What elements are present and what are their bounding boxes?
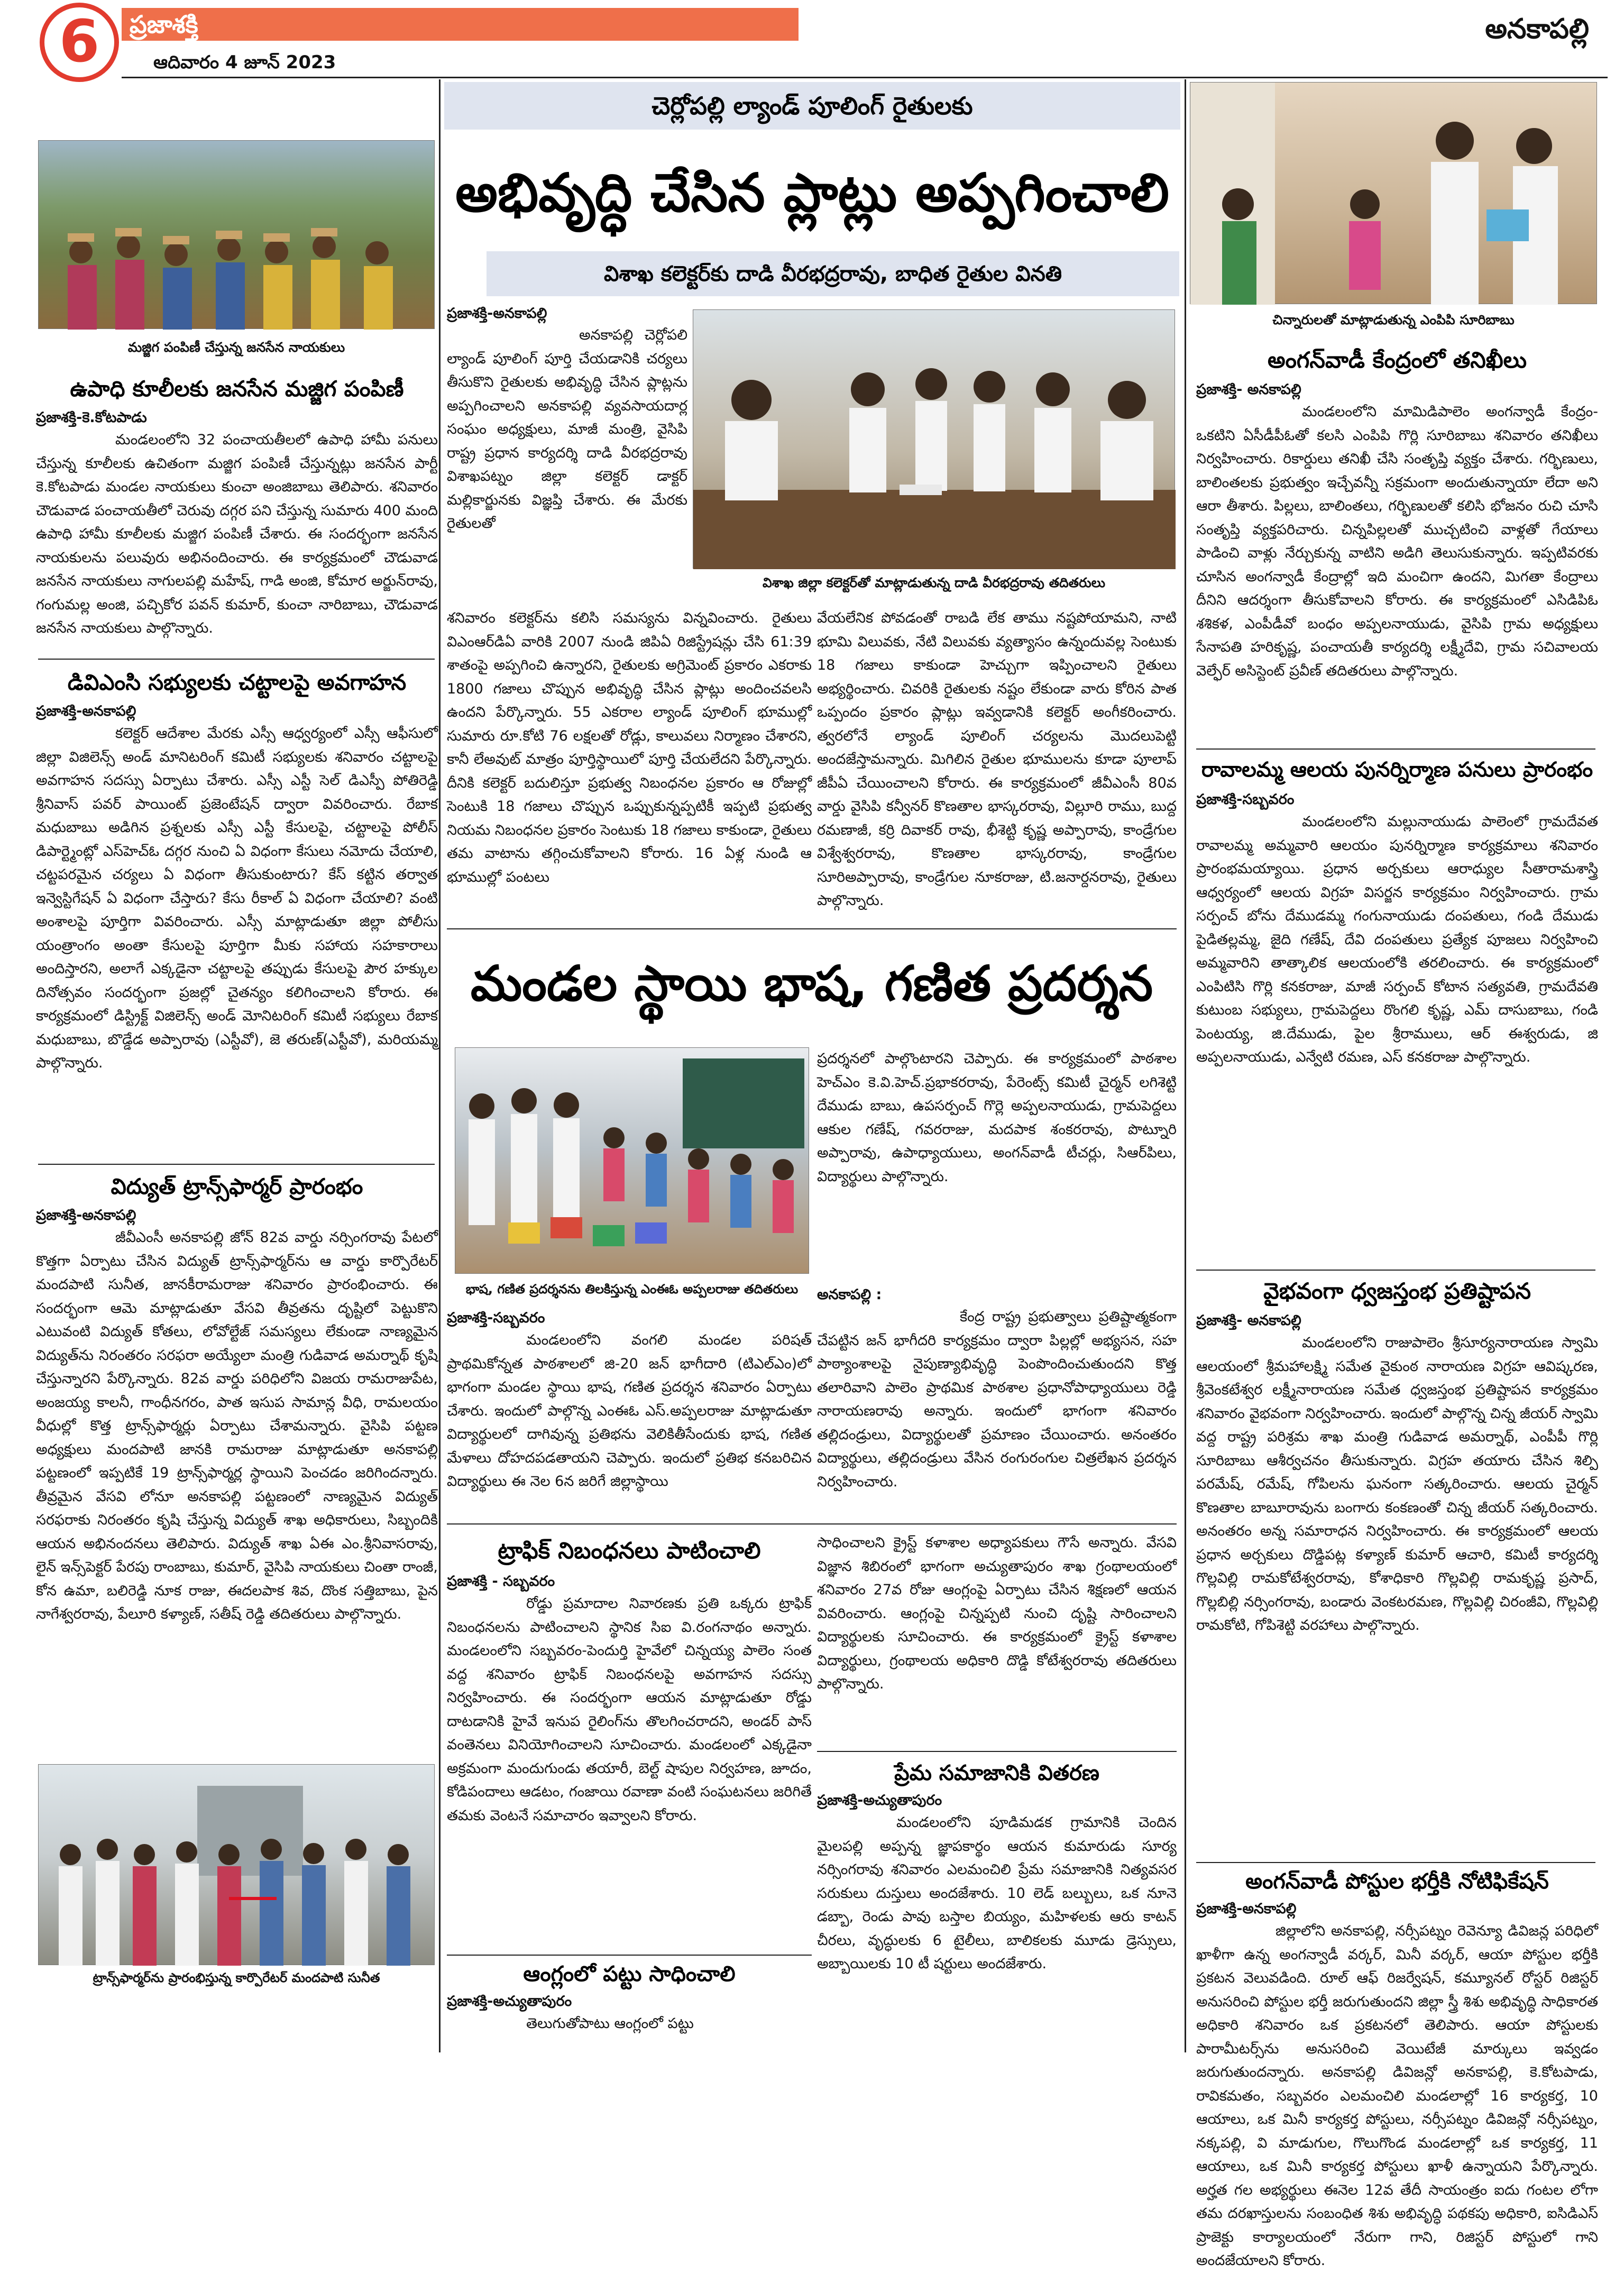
story-divider [447, 928, 1177, 929]
story-body: తెలుగుతోపాటు ఆంగ్లంలో పట్టు [526, 2015, 694, 2032]
story-headline: రావాలమ్మ ఆలయ పునర్నిర్మాణ పనులు ప్రారంభం [1201, 758, 1593, 782]
story-headline: ప్రేమ సమాజానికి వితరణ [894, 1761, 1099, 1785]
story-divider [1196, 748, 1595, 750]
photo-caption: ట్రాన్స్‌ఫార్మర్‌ను ప్రారంభిస్తున్న కార్పొరేటర్ మందపాటి సునీత [93, 1970, 380, 1985]
exhibition-photo-icon [455, 1048, 810, 1274]
exhibition-body-col1: మండలంలోని వంగలి మండల పరిషత్ ప్రాథమికోన్నత పాఠశాలలో జి-20 జన్ భాగీదారి (టిఎల్‌ఎం)లో భాగంగా మండల స్థాయి భాష, గణిత ప్రదర్శన శనివారం ఏర్పాటు చేశారు. ఇందులో పాల్గొన్న ఎంఈఓ ఎస్.అప్పలరాజు మాట్లాడుతూ విద్యార్థులలో దాగివున్న ప్రతిభను వెలికితీసేందుకు భాష, గణిత మేళాలు దోహదపడతాయని చెప్పారు. ఇందులో ప్రతిభ కనబరిచిన విద్యార్థులు ఈ నెల 6న జరిగే జిల్లాస్థాయి [447, 1332, 812, 1490]
story-headline: వైభవంగా ధ్వజస్తంభ ప్రతిష్టాపన [1263, 1278, 1531, 1304]
story-dateline: ప్రజాశక్తి-అనకాపల్లి [36, 1207, 136, 1224]
story-dateline: ప్రజాశక్తి - సబ్బవరం [447, 1573, 555, 1590]
story-dateline: ప్రజాశక్తి-అచ్యుతాపురం [817, 1792, 942, 1809]
story-dateline: ప్రజాశక్తి-అనకాపల్లి [447, 305, 547, 322]
story-dateline: ప్రజాశక్తి-సబ్బవరం [1196, 791, 1295, 808]
page-number: 6 [59, 7, 100, 75]
story-body: కలెక్టర్ ఆదేశాల మేరకు ఎస్సీ ఆధ్వర్యంలో ఎస్సీ ఆఫీసులో జిల్లా విజిలెన్స్ అండ్ మానిటరింగ్ కమిటీ సభ్యులకు శనివారం చట్టాలపై అవగాహన సదస్సు ఏర్పాటు చేశారు. ఎస్సీ ఎస్టీ సెల్ డిఎస్పీ పోతిరెడ్డి శ్రీనివాస్ పవర్ పాయింట్ ప్రజెంటేషన్ ద్వారా వివరించారు. రేబాక మధుబాబు అడిగిన ప్రశ్నలకు ఎస్సీ ఎస్టీ కేసులపై, చట్టాలపై పోలీస్ డిపార్ట్మెంట్లో ఎస్‌హెచ్‌ఓ దగ్గర నుంచి ఏ విధంగా కేసులు నమోదు చేయాలి, చట్టపరమైన చర్యలు ఏ విధంగా తీసుకుంటారు? కేస్ కట్టిన తర్వాత ఇన్వెస్టిగేషన్ ఏ విధంగా చేస్తారు? కేసు రీకాల్ ఏ విధంగా చేయాలి? వంటి అంశాలపై పూర్తిగా వివరించారు. ఎస్సీ మాట్లాడుతూ జిల్లా పోలీసు యంత్రాంగం అంతా కేసులపై పూర్తిగా మీకు సహాయ సహకారాలు అందిస్తారని, అలాగే ఎక్కడైనా చట్టాలపై తప్పుడు కేసులపై పౌర హక్కుల దినోత్సవం సందర్భంగా ప్రజల్లో చైతన్యం కలిగించాలని కోరారు. ఈ కార్యక్రమంలో డిస్ట్రిక్ట్ విజిలెన్స్ అండ్ మోనిటరింగ్ కమిటీ సభ్యులు రేబాక మధుబాబు, బొడ్డేడ అప్పారావు (ఎస్టీవో), జె తరుణ్(ఎస్టీవో), మరియమ్మ పాల్గొన్నారు. [36, 725, 438, 1071]
story-dateline: ప్రజాశక్తి- అనకాపల్లి [1196, 381, 1301, 398]
story-traffic-rules [447, 1531, 812, 1946]
story-dateline: ప్రజాశక్తి-సబ్బవరం [447, 1310, 545, 1326]
story-dateline: ప్రజాశక్తి-కె.కోటపాడు [36, 409, 147, 426]
story-headline: అంగన్‌వాడీ కేంద్రంలో తనిఖీలు [1268, 347, 1527, 373]
exhibition-headline: మండల స్థాయి భాష, గణిత ప్రదర్శన [470, 955, 1153, 1012]
group-photo-icon [39, 1765, 435, 1966]
main-headline: అభివృద్ధి చేసిన ప్లాట్లు అప్పగించాలి [455, 162, 1169, 224]
story-temple-reconstruction [1196, 751, 1598, 1281]
story-headline: డివిఎంసి సభ్యులకు చట్టాలపై అవగాహన [67, 670, 407, 695]
column-rule-right [1185, 79, 1186, 2052]
story-headline: ఆంగ్లంలో పట్టు సాధించాలి [523, 1962, 736, 1986]
story-divider [38, 1164, 435, 1165]
story-transformer [36, 1168, 438, 1791]
story-headline: ట్రాఫిక్ నిబంధనలు పాటించాలి [498, 1538, 761, 1564]
story-body: రోడ్డు ప్రమాదాల నివారణకు ప్రతి ఒక్కరు ట్రాఫిక్ నిబంధనలను పాటించాలని స్థానిక సిఐ వి.రంగనాథం అన్నారు. మండలంలోని సబ్బవరం-పెందుర్తి హైవేలో చిన్నయ్య పాలెం సంత వద్ద శనివారం ట్రాఫిక్ నిబంధనలపై అవగాహన సదస్సు నిర్వహించారు. ఈ సందర్భంగా ఆయన మాట్లాడుతూ రోడ్డు దాటడానికి హైవే ఇనుప రైలింగ్‌ను తొలగించరాదని, అండర్ పాస్ వంతెనలు వినియోగించాలని సూచించారు. మండలంలో ఎక్కడైనా అక్రమంగా మందుగుండు తయారీ, బెల్ట్ షాపుల నిర్వహణ, జూదం, కోడిపందాలు ఆడటం, గంజాయి రవాణా వంటి సంఘటనలు జరిగితే తమకు వెంటనే సమాచారం ఇవ్వాలని కోరారు. [447, 1595, 812, 1824]
story-headline: అంగన్‌వాడీ పోస్టుల భర్తీకి నోటిఫికేషన్ [1245, 1869, 1549, 1894]
photo-anganwadi-children [1190, 82, 1597, 304]
story-buttermilk [36, 370, 438, 664]
story-body: జిల్లాలోని అనకాపల్లి, నర్సీపట్నం రెవెన్యూ డివిజన్ల పరిధిలో ఖాళీగా ఉన్న అంగన్వాడీ వర్కర్, మినీ వర్కర్, ఆయా పోస్టుల భర్తీకి ప్రకటన వెలువడింది. రూల్ ఆఫ్ రిజర్వేషన్, కమ్యూనల్ రోస్టర్ రిజిస్టర్ అనుసరించి పోస్టుల భర్తీ జరుగుతుందని జిల్లా స్త్రీ శిశు అభివృద్ధి సాధికారత అధికారి శనివారం ఒక ప్రకటనలో తెలిపారు. ఆయా పోస్టులకు పారామీటర్స్‌ను అనుసరించి వెయిటేజీ మార్కులు ఇవ్వడం జరుగుతుందన్నారు. అనకాపల్లి డివిజన్లో అనకాపల్లి, కె.కోటపాడు, రావికమతం, సబ్బవరం ఎలమంచిలి మండలాల్లో 16 కార్యకర్త, 10 ఆయాలు, ఒక మినీ కార్యకర్త పోస్టులు, నర్సీపట్నం డివిజన్లో నర్సీపట్నం, నక్కపల్లి, వి మాడుగుల, గొలుగొండ మండలాల్లో ఒక కార్యకర్త, 11 ఆయాలు, ఒక మినీ కార్యకర్త పోస్టులు ఖాళీ ఉన్నాయని పేర్కొన్నారు. అర్హత గల అభ్యర్థులు ఈనెల 12వ తేదీ సాయంత్రం ఐదు గంటల లోగా తమ దరఖాస్తులను సంబంధిత శిశు అభివృద్ధి పథకపు అధికారి, ఐసిడిఎస్ ప్రాజెక్టు కార్యాలయంలో నేరుగా గాని, రిజిస్టర్ పోస్టులో గాని అందజేయాలని కోరారు. [1196, 1923, 1598, 2269]
story-dateline: అనకాపల్లి : [817, 1286, 882, 1303]
story-body-col1: శనివారం కలెక్టర్‌ను కలిసి సమస్యను విన్నవించారు. రైతులు విఎంఆర్‌డిఏ వారికి 2007 నుండి జిపిఏ రిజిస్ట్రేషన్లు చేసి 61:39 శాతంపై అప్పగించి ఉన్నారని, రైతులకు అగ్రిమెంట్ ప్రకారం ఎకరాకు 1800 గజాలు చొప్పున అభివృద్ధి చేసిన ప్లాట్లు అందించవలసి ఉందని పేర్కొన్నారు. 55 ఎకరాల ల్యాండ్ పూలింగ్ భూముల్లో సుమారు రూ.కోటి 76 లక్షలతో రోడ్లు, కాలువలు నిర్మాణం చేశారని, కానీ లేఅవుట్ మాత్రం పూర్తిస్థాయిలో పూర్తి చేయలేదని పేర్కొన్నారు. దీనికి కలెక్టర్ బదులిస్తూ ప్రభుత్వ నిబంధనల ప్రకారం ఆ రోజుల్లో సెంటుకి 18 గజాలు చొప్పున ఒప్పుకున్నప్పటికీ ఇప్పటి ప్రభుత్వ నియమ నిబంధనల ప్రకారం సెంటుకు 18 గజాలు కాకుండా, రైతులు తమ వాటాను తగ్గించుకోవాలని కోరారు. 16 ఏళ్ల నుండి ఆ భూముల్లో పంటలు [447, 610, 812, 886]
header-band [122, 8, 799, 41]
header-date: ఆదివారం 4 జూన్ 2023 [153, 52, 336, 73]
photo-caption: విశాఖ జిల్లా కలెక్టర్‌తో మాట్లాడుతున్న దాడి వీరభద్రరావు తదితరులు [763, 575, 1105, 590]
story-flagpole-installation [1196, 1272, 1598, 1873]
photo-caption: చిన్నారులతో మాట్లాడుతున్న ఎంపిపి సూరిబాబు [1272, 312, 1515, 327]
story-divider [447, 1955, 812, 1956]
story-body: మండలంలోని 32 పంచాయతీలలో ఉపాధి హామీ పనులు చేస్తున్న కూలీలకు ఉచితంగా మజ్జిగ పంపిణీ చేస్తున్నట్లు జనసేన పార్టీ కె.కోటపాడు మండల నాయకులు కుంచా అంజిబాబు తెలిపారు. శనివారం చౌడువాడ పంచాయతీలో చెరువు దగ్గర పని చేస్తున్న సుమారు 400 మంది ఉపాధి హామీ కూలీలకు మజ్జిగ పంపిణీ చేశారు. ఈ సందర్భంగా జనసేన నాయకులను పలువురు అభినందించారు. ఈ కార్యక్రమంలో చౌడువాడ జనసేన నాయకులు నాగులపల్లి మహేష్, గాడి అంజి, కోమార అర్జున్‌రావు, గంగుమల్ల అంజి, పచ్చికోర పవన్ కుమార్, కుంచా నారిబాబు, చౌడువాడ జనసేన నాయకులు పాల్గొన్నారు. [36, 432, 438, 636]
paper-name: ప్రజాశక్తి [130, 10, 198, 39]
english-story-continued: సాధించాలని క్రైస్ట్ కళాశాల అధ్యాపకులు గౌసే అన్నారు. వేసవి విజ్ఞాన శిబిరంలో భాగంగా అచ్యుతాపురం శాఖ గ్రంథాలయంలో శనివారం 27వ రోజు ఆంగ్లంపై ఏర్పాటు చేసిన శిక్షణలో ఆయన వివరించారు. ఆంగ్లంపై చిన్నప్పటి నుంచి దృష్టి సారించాలని విద్యార్థులకు సూచించారు. ఈ కార్యక్రమంలో క్రైస్ట్ కళాశాల విద్యార్థులు, గ్రంథాలయ అధికారి దొడ్డి కోటేశ్వరరావు తదితరులు పాల్గొన్నారు. [817, 1535, 1177, 1692]
story-divider [38, 659, 435, 660]
column-rule-left [439, 79, 441, 2052]
story-divider [1196, 1862, 1595, 1863]
story-english [447, 1957, 812, 2035]
story-dateline: ప్రజాశక్తి-అనకాపల్లి [1196, 1901, 1297, 1917]
story-body: మండలంలోని మామిడిపాలెం అంగన్వాడీ కేంద్రం-ఒకటిని ఏసీడీపీఓతో కలసి ఎంపిపి గొర్లి సూరిబాబు శనివారం తనిఖీలు నిర్వహించారు. రికార్డులు తనిఖీ చేసి సంతృప్తి వ్యక్తం చేశారు. గర్భిణులు, బాలింతలకు ప్రభుత్వం ఇచ్చేవన్నీ సక్రమంగా అందుతున్నాయా లేదా అని ఆరా తీశారు. పిల్లలు, బాలింతలు, గర్భిణులతో కలిసి భోజనం రుచి చూసి సంతృప్తి వ్యక్తపరిచారు. చిన్నపిల్లలతో ముచ్చటించి వాళ్లతో గేయాలు పాడించి వాళ్లు నేర్చుకున్న వాటిని అడిగి తెలుసుకున్నారు. ఇప్పటివరకు చూసిన అంగన్వాడీ కేంద్రాల్లో ఇది మంచిగా ఉందని, మిగతా కేంద్రాలు దీనిని ఆదర్శంగా తీసుకోవాలని కోరారు. ఈ కార్యక్రమంలో ఎసిడిపిఓ శశికళ, ఎంపీడీవో బంధం అప్పలనాయుడు, వైసిపి గ్రామ అధ్యక్షులు సేనాపతి హరికృష్ణ, పంచాయతీ కార్యదర్శి లక్ష్మీదేవి, గ్రామ సచివాలయ వెల్ఫేర్ అసిస్టెంట్ ప్రవీణ్ తదితరులు పాల్గొన్నారు. [1196, 404, 1598, 679]
story-headline: విద్యుత్ ట్రాన్స్‌ఫార్మర్ ప్రారంభం [111, 1174, 363, 1199]
story-dateline: ప్రజాశక్తి-అనకాపల్లి [36, 703, 136, 719]
exhibition-body-col2: కేంద్ర రాష్ట్ర ప్రభుత్వాలు ప్రతిష్టాత్మకంగా చేపట్టిన జన్ భాగీదరి కార్యక్రమం ద్వారా పిల్లల్లో అభ్యసన, సహ పాఠ్యాంశాలపై నైపుణ్యాభివృద్ధి పెంపొందించుతుందని కొత్త తలారివాని పాలెం ప్రాథమిక పాఠశాల ప్రధానోపాధ్యాయులు రెడ్డి నారాయణరావు అన్నారు. ఇందులో భాగంగా శనివారం తల్లిదండ్రులు, విద్యార్థులతో ప్రమాణం చేయించారు. అనంతరం విద్యార్థులు, తల్లిదండ్రులు వేసిన రంగురంగుల చిత్రలేఖన ప్రదర్శన నిర్వహించారు. [817, 1309, 1177, 1490]
photo-buttermilk-distribution [38, 140, 435, 329]
story-body: మండలంలోని రాజుపాలెం శ్రీసూర్యనారాయణ స్వామి ఆలయంలో శ్రీమహాలక్ష్మి సమేత వైకుంఠ నారాయణ విగ్రహ ఆవిష్కరణ, శ్రీవెంకటేశ్వర లక్ష్మీనారాయణ సమేత ధ్వజస్తంభ ప్రతిష్టాపన కార్యక్రమం శనివారం వైభవంగా నిర్వహించారు. ఇందులో పాల్గొన్న చిన్న జీయర్ స్వామి వద్ద రాష్ట్ర పరిశ్రమ శాఖ మంత్రి గుడివాడ అమర్నాథ్, ఎంపీపీ గొర్లి సూరిబాబు ఆశీర్వచనం తీసుకున్నారు. విగ్రహ తయారు చేసిన శిల్పి పరమేష్, రమేష్, గోపిలను ఘనంగా సత్కరించారు. ఆలయ చైర్మన్ కొణతాల బాబూరావును బంగారు కంకణంతో చిన్న జీయర్ సత్కరించారు. అనంతరం అన్న సమారాధన నిర్వహించారు. ఈ కార్యక్రమంలో ఆలయ ప్రధాన అర్చకులు దొడ్డిపట్ల కళ్యాణ్ కుమార్ ఆచారి, కమిటీ కార్యదర్శి గొల్లవిల్లి రామకోటేశ్వరరావు, కోశాధికారి గొల్లవిల్లి రామకృష్ణ ప్రసాద్, గొల్లబిల్లి నర్సింగరావు, బండారు వెంకటరమణ, గొల్లవిల్లి చిరంజీవి, గొల్లవిల్లి రామకోటి, గోపిశెట్టి వరహాలు పాల్గొన్నారు. [1196, 1335, 1598, 1633]
story-lead: అనకాపల్లి చెర్లోపలి ల్యాండ్ పూలింగ్ పూర్తి చేయడానికి చర్యలు తీసుకొని రైతులకు అభివృద్ధి చేసిన ప్లాట్లను అప్పగించాలని అనకాపల్లి వ్యవసాయదార్ల సంఘం అధ్యక్షులు, మాజీ మంత్రి, వైసిపి రాష్ట్ర ప్రధాన కార్యదర్శి దాడి వీరభద్రరావు విశాఖపట్నం జిల్లా కలెక్టర్ డాక్టర్ మల్లికార్జునకు విజ్ఞప్తి చేశారు. ఈ మేరకు రైతులతో [447, 327, 687, 532]
subhead: విశాఖ కలెక్టర్‌కు దాడి వీరభద్రరావు, బాధిత రైతుల వినతి [603, 262, 1062, 286]
story-prema-samajam [817, 1756, 1177, 2047]
story-divider [447, 1523, 1177, 1525]
photo-collector-meeting [693, 309, 1175, 569]
story-anganwadi-notification [1196, 1865, 1598, 2269]
story-divider [1196, 1270, 1595, 1271]
header-rule [122, 77, 1608, 78]
story-body: మండలంలోని పూడిమడక గ్రామానికి చెందిన మైలపల్లి అప్పన్న జ్ఞాపకార్థం ఆయన కుమారుడు సూర్య నర్సింగరావు శనివారం ఎలమంచిలి ప్రేమ సమాజానికి నిత్యవసర సరుకులు దుస్తులు అందజేశారు. 10 లెడ్ బల్బులు, ఒక నూనె డబ్బా, రెండు పావు బస్తాల బియ్యం, మహిళలకు ఆరు కాటన్ చీరలు, వృద్ధులకు 6 టైలీలు, బాలికలకు మూడు డ్రెస్సులు, అబ్బాయిలకు 10 టీ షర్టులు అందజేశారు. [817, 1814, 1177, 1972]
photo-transformer-inauguration [38, 1764, 435, 1965]
story-headline: ఉపాధి కూలీలకు జనసేన మజ్జిగ పంపిణీ [70, 376, 404, 401]
page-header [29, 3, 1594, 82]
story-dateline: ప్రజాశక్తి-అచ్యుతాపురం [447, 1993, 572, 2010]
story-body: జీవీఎంసీ అనకాపల్లి జోన్ 82వ వార్డు నర్సింగరావు పేటలో కొత్తగా ఏర్పాటు చేసిన విద్యుత్ ట్రాన్స్‌ఫార్మర్‌ను ఆ వార్డు కార్పొరేటర్ మందపాటి సునీత, జానకీరామరాజు శనివారం ప్రారంభించారు. ఈ సందర్భంగా ఆమె మాట్లాడుతూ వేసవి తీవ్రతను దృష్టిలో పెట్టుకొని ఎటువంటి విద్యుత్ కోతలు, లోవోల్టేజ్ సమస్యలు లేకుండా నాణ్యమైన విద్యుత్‌ను నిరంతరం సరఫరా అయ్యేలా మంత్రి గుడివాడ అమర్నాథ్ కృషి చేస్తున్నారని పేర్కొన్నారు. 82వ వార్డు పరిధిలోని విజయ రామరాజుపేట, అంజయ్య కాలనీ, గాంధీనగరం, పాత ఇసుప సామాన్ల వీధి, రామలయం వీధుల్లో కొత్త ట్రాన్స్‌ఫార్మర్లు ఏర్పాటు చేశామన్నారు. వైసిపి పట్టణ అధ్యక్షులు మందపాటి జానకి రామరాజు మాట్లాడుతూ అనకాపల్లి పట్టణంలో ఇప్పటికే 19 ట్రాన్స్‌ఫార్మర్ల స్థాయిని పెంచడం జరిగిందన్నారు. తీవ్రమైన వేసవి లోనూ అనకాపల్లి పట్టణంలో నాణ్యమైన విద్యుత్ సరఫరాకు నిరంతరం కృషి చేస్తున్న విద్యుత్ శాఖ అధికారులు, సిబ్బందికి ఆయన అభినందనలు తెలిపారు. విద్యుత్ శాఖ ఏఈ ఎం.శ్రీనివాసరావు, లైన్ ఇన్స్‌పెక్టర్ పేరపు రాంబాబు, కుమార్, వైసిపి నాయకులు చింతా రాంజీ, కోన ఉమా, బలిరెడ్డి నూక రాజు, ఈదలపాక శివ, దొంక సత్తిబాబు, పైన నాగేశ్వరరావు, పేలూరి కళ్యాణ్, సతీష్ రెడ్డి తదితరులు పాల్గొన్నారు. [36, 1229, 438, 1622]
photo-math-exhibition [455, 1047, 809, 1274]
edition-name: అనకాపల్లి [1485, 13, 1589, 45]
kicker: చెర్లోపల్లి ల్యాండ్ పూలింగ్ రైతులకు [652, 92, 973, 120]
anganwadi-photo-icon [1190, 83, 1598, 305]
story-divider [817, 1751, 1177, 1752]
exhibition-body-top-right: ప్రదర్శనలో పాల్గొంటారని చెప్పారు. ఈ కార్యక్రమంలో పాఠశాల హెచ్‌ఎం కె.వి.హెచ్.ప్రభాకరరావు, పేరెంట్స్ కమిటీ చైర్మన్ లగిశెట్టి దేముడు బాబు, ఉపసర్పంచ్ గొర్లె అప్పలనాయుడు, గ్రామపెద్దలు ఆకుల గణేష్, గవరరాజు, మదపాక శంకరరావు, పొట్నూరి అప్పారావు, ఉపాధ్యాయులు, అంగన్‌వాడీ టీచర్లు, సిఆర్‌పిలు, విద్యార్థులు పాల్గొన్నారు. [817, 1051, 1177, 1185]
story-dvmc-awareness [36, 664, 438, 1170]
exhibition-dateline-right [817, 1284, 1177, 1306]
story-dateline: ప్రజాశక్తి- అనకాపల్లి [1196, 1312, 1301, 1329]
crowd-figures-icon [39, 141, 435, 330]
meeting-photo-icon [693, 310, 1176, 569]
story-body: మండలంలోని మల్లునాయుడు పాలెంలో గ్రామదేవత రావాలమ్మ అమ్మవారి ఆలయం పునర్నిర్మాణ కార్యక్రమాలు శనివారం ప్రారంభమయ్యాయి. ప్రధాన అర్చకులు ఆరాధ్యుల సీతారామశాస్త్రి ఆధ్వర్యంలో ఆలయ విగ్రహ విసర్జన కార్యక్రమం నిర్వహించారు. గ్రామ సర్పంచ్ బోను దేముడమ్మ గంగునాయుడు దంపతులు, గండి దేముడు పైడితల్లమ్మ, జైది గణేష్, దేవి దంపతులు ప్రత్యేక పూజలు నిర్వహించి అమ్మవారిని తాత్కాలిక ఆలయంలోకి తరలించారు. ఈ కార్యక్రమంలో ఎంపిటిసి గొర్లి కనకరాజు, మాజీ సర్పంచ్ కోటాన సత్యవతి, గ్రామదేవతి కుటుంబ సభ్యులు, గ్రామపెద్దలు రొంగలి కృష్ణ, ఎమ్ దాసుబాబు, గండి పెంటయ్య, జి.దేముడు, పైల శ్రీరాములు, ఆర్ ఈశ్వరుడు, జి అప్పలనాయుడు, ఎన్వేటి రమణ, ఎస్ కనకరాజు పాల్గొన్నారు. [1196, 814, 1598, 1065]
story-anganwadi-inspection [1196, 341, 1598, 801]
photo-caption: భాష, గణిత ప్రదర్శనను తిలకిస్తున్న ఎంఈఓ అప్పలరాజు తదితరులు [465, 1282, 799, 1297]
photo-caption: మజ్జిగ పంపిణీ చేస్తున్న జనసేన నాయకులు [127, 340, 345, 355]
story-body-col2: వేయలేనిక పోవడంతో రాబడి లేక తాము నష్టపోయామని, నాటి భూమి విలువకు, నేటి విలువకు వ్యత్యాసం ఉన్నందువల్ల సెంటుకు 18 గజాలు కాకుండా హెచ్చుగా ఇప్పించాలని రైతులు అభ్యర్థించారు. చివరికి రైతులకు నష్టం లేకుండా వారు కోరిన పాత ఒప్పందం ప్రకారం ప్లాట్లు ఇవ్వడానికి కలెక్టర్ అంగీకరించారు. త్వరలోనే ల్యాండ్ పూలింగ్ చర్యలను మొదలుపెట్టి అందజేస్తామన్నారు. మిగిలిన రైతుల భూములను కూడా పూలాప్ జీపీఏ చేయించాలని కోరారు. ఈ కార్యక్రమంలో జీవీఎంసీ 80వ వార్డు వైసిపి కన్వీనర్ కొణతాల భాస్కరరావు, విల్లూరి రాము, బుద్ద రమణాజీ, కర్రి దివాకర్ రావు, భీశెట్టి కృష్ణ అప్పారావు, కాండ్రేగుల విశ్వేశ్వరరావు, కొణతాల భాస్కరరావు, కాండ్రేగుల సూరిఅప్పారావు, కాండ్రేగుల నూకరాజు, టి.జనార్దనరావు, రైతులు పాల్గొన్నారు. [817, 610, 1177, 909]
